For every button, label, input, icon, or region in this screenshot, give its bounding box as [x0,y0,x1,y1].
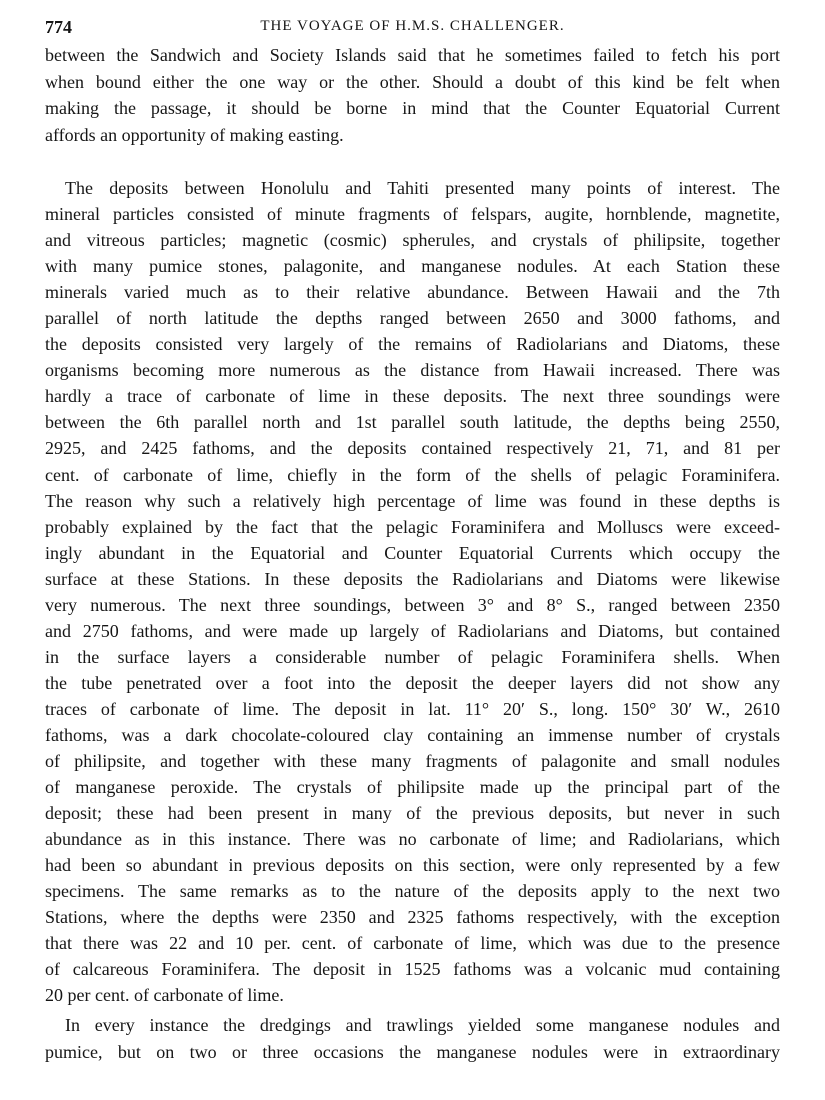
text-line: The deposits between Honolulu and Tahiti presented many points of interest. The [65,178,780,198]
text-line: parallel of north latitude the depths ranged between 2650 and 3000 fathoms, and [45,308,780,329]
paragraph-deposits [45,175,780,1009]
paragraph-dredgings [45,1012,780,1065]
text-line: 20 per cent. of carbonate of lime. [45,985,284,1006]
text-line: ingly abundant in the Equatorial and Counter Equatorial Currents which occupy the [45,542,780,563]
text-line: the deposits consisted very largely of the remains of Radiolarians and Diatoms, these [45,334,780,355]
text-line: when bound either the one way or the other. Should a doubt of this kind be felt when [45,71,780,92]
text-line: traces of carbonate of lime. The deposit in lat. 11° 20′ S., long. 150° 30′ W., 2610 [45,698,780,719]
text-line: cent. of carbonate of lime, chiefly in the form of the shells of pelagic Foraminifera. [45,464,780,485]
page-number: 774 [45,17,72,37]
text-line: had been so abundant in previous deposits on this section, were only represented by a few [45,855,780,876]
text-line: the tube penetrated over a foot into the deposit the deeper layers did not show any [45,672,780,693]
text-line: The reason why such a relatively high percentage of lime was found in these depths is [45,490,780,511]
text-line: 2925, and 2425 fathoms, and the deposits contained respectively 21, 71, and 81 per [45,438,780,459]
text-line: minerals varied much as to their relative abundance. Between Hawaii and the 7th [45,282,780,303]
text-line: with many pumice stones, palagonite, and manganese nodules. At each Station these [45,256,780,277]
text-line: of manganese peroxide. The crystals of philipsite made up the principal part of the [45,777,780,798]
text-line: and 2750 fathoms, and were made up largely of Radiolarians and Diatoms, but contained [45,620,780,641]
text-line: of philipsite, and together with these many fragments of palagonite and small nodules [45,751,780,772]
text-line: affords an opportunity of making easting. [45,124,344,145]
text-line: In every instance the dredgings and trawlings yielded some manganese nodules and [65,1015,780,1035]
text-line: mineral particles consisted of minute fragments of felspars, augite, hornblende, magnetite, [45,204,780,225]
running-title: THE VOYAGE OF H.M.S. CHALLENGER. [260,18,565,34]
text-line: Stations, where the depths were 2350 and 2325 fathoms respectively, with the exception [45,907,780,928]
paragraph-continuation [45,42,780,148]
text-line: hardly a trace of carbonate of lime in these deposits. The next three soundings were [45,386,780,407]
text-line: of calcareous Foraminifera. The deposit in 1525 fathoms was a volcanic mud containing [45,959,780,980]
text-line: fathoms, was a dark chocolate-coloured clay containing an immense number of crystals [45,724,780,745]
text-line: making the passage, it should be borne in mind that the Counter Equatorial Current [45,98,780,119]
running-header [45,17,780,41]
text-line: organisms becoming more numerous as the distance from Hawaii increased. There was [45,360,780,381]
text-line: between the Sandwich and Society Islands said that he sometimes failed to fetch his port [45,45,780,65]
text-line: very numerous. The next three soundings, between 3° and 8° S., ranged between 2350 [45,594,780,615]
text-line: specimens. The same remarks as to the nature of the deposits apply to the next two [45,881,780,902]
text-line: abundance as in this instance. There was no carbonate of lime; and Radiolarians, which [45,829,780,850]
text-line: in the surface layers a considerable number of pelagic Foraminifera shells. When [45,646,780,667]
text-line: that there was 22 and 10 per. cent. of carbonate of lime, which was due to the presence [45,933,780,954]
text-line: deposit; these had been present in many of the previous deposits, but never in such [45,803,780,824]
text-line: probably explained by the fact that the pelagic Foraminifera and Molluscs were exceed- [45,516,780,537]
text-line: between the 6th parallel north and 1st parallel south latitude, the depths being 2550, [45,412,780,433]
text-line: surface at these Stations. In these deposits the Radiolarians and Diatoms were likewise [45,568,780,589]
text-line: and vitreous particles; magnetic (cosmic) spherules, and crystals of philipsite, together [45,230,780,251]
text-line: pumice, but on two or three occasions the manganese nodules were in extraordinary [45,1041,780,1062]
